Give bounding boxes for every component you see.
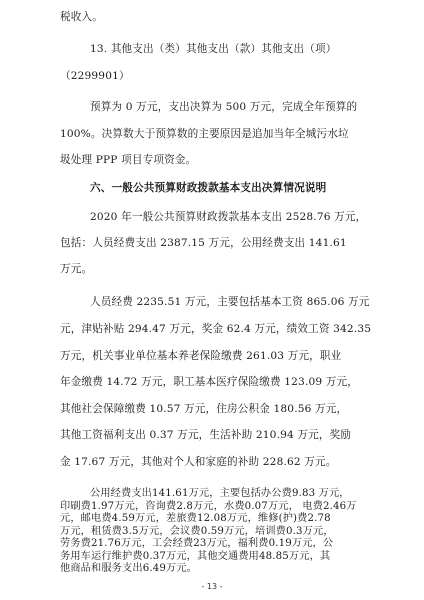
text-line: 万元，机关事业单位基本养老保险缴费 261.03 万元，职业 [60, 350, 342, 362]
text-line: 万元。 [60, 263, 93, 275]
text-line: 税收入。 [60, 11, 103, 23]
text-line: 务用车运行维护费0.37万元，其他交通费用48.85万元，其 [60, 551, 331, 562]
page-number: - 13 - [201, 582, 223, 591]
text-line: 他商品和服务支出6.49万元。 [60, 563, 197, 574]
text-line: 人员经费 2235.51 万元，主要包括基本工资 865.06 万元 [90, 296, 370, 308]
text-line: 元，邮电费4.59万元，差旅费12.08万元，维修(护)费2.78 [60, 513, 331, 524]
text-line: 其他社会保障缴费 10.57 万元，住房公积金 180.56 万元， [60, 403, 348, 415]
text-line: 万元，租赁费3.5万元，会议费0.59万元，培训费0.3万元， [60, 526, 334, 537]
text-line: 年金缴费 14.72 万元，职工基本医疗保险缴费 123.09 万元， [60, 376, 358, 388]
text-line: 印刷费1.97万元，咨询费2.8万元，水费0.07万元， 电费2.46万 [60, 501, 357, 512]
text-line: 金 17.67 万元，其他对个人和家庭的补助 228.62 万元。 [60, 456, 337, 468]
section-heading: 六、一般公共预算财政拨款基本支出决算情况说明 [90, 182, 327, 194]
text-line: 2020 年一般公共预算财政拨款基本支出 2528.76 万元， [90, 211, 367, 223]
text-line: 100%。决算数大于预算数的主要原因是追加当年全城污水垃 [60, 128, 349, 140]
text-line: 劳务费21.76万元，工会经费23万元，福利费0.19万元，公 [60, 538, 334, 549]
text-line: 公用经费支出141.61万元，主要包括办公费9.83 万元， [90, 488, 350, 499]
text-line: 包括：人员经费支出 2387.15 万元，公用经费支出 141.61 [60, 237, 347, 249]
text-line: 圾处理 PPP 项目专项资金。 [60, 154, 197, 166]
text-line: 元，津贴补贴 294.47 万元，奖金 62.4 万元，绩效工资 342.35 [60, 323, 372, 335]
text-line: （2299901） [60, 70, 130, 82]
text-line: 预算为 0 万元，支出决算为 500 万元，完成全年预算的 [90, 101, 358, 113]
text-line: 13. 其他支出（类）其他支出（款）其他支出（项） [90, 43, 337, 55]
text-line: 其他工资福利支出 0.37 万元，生活补助 210.94 万元，奖励 [60, 429, 352, 441]
